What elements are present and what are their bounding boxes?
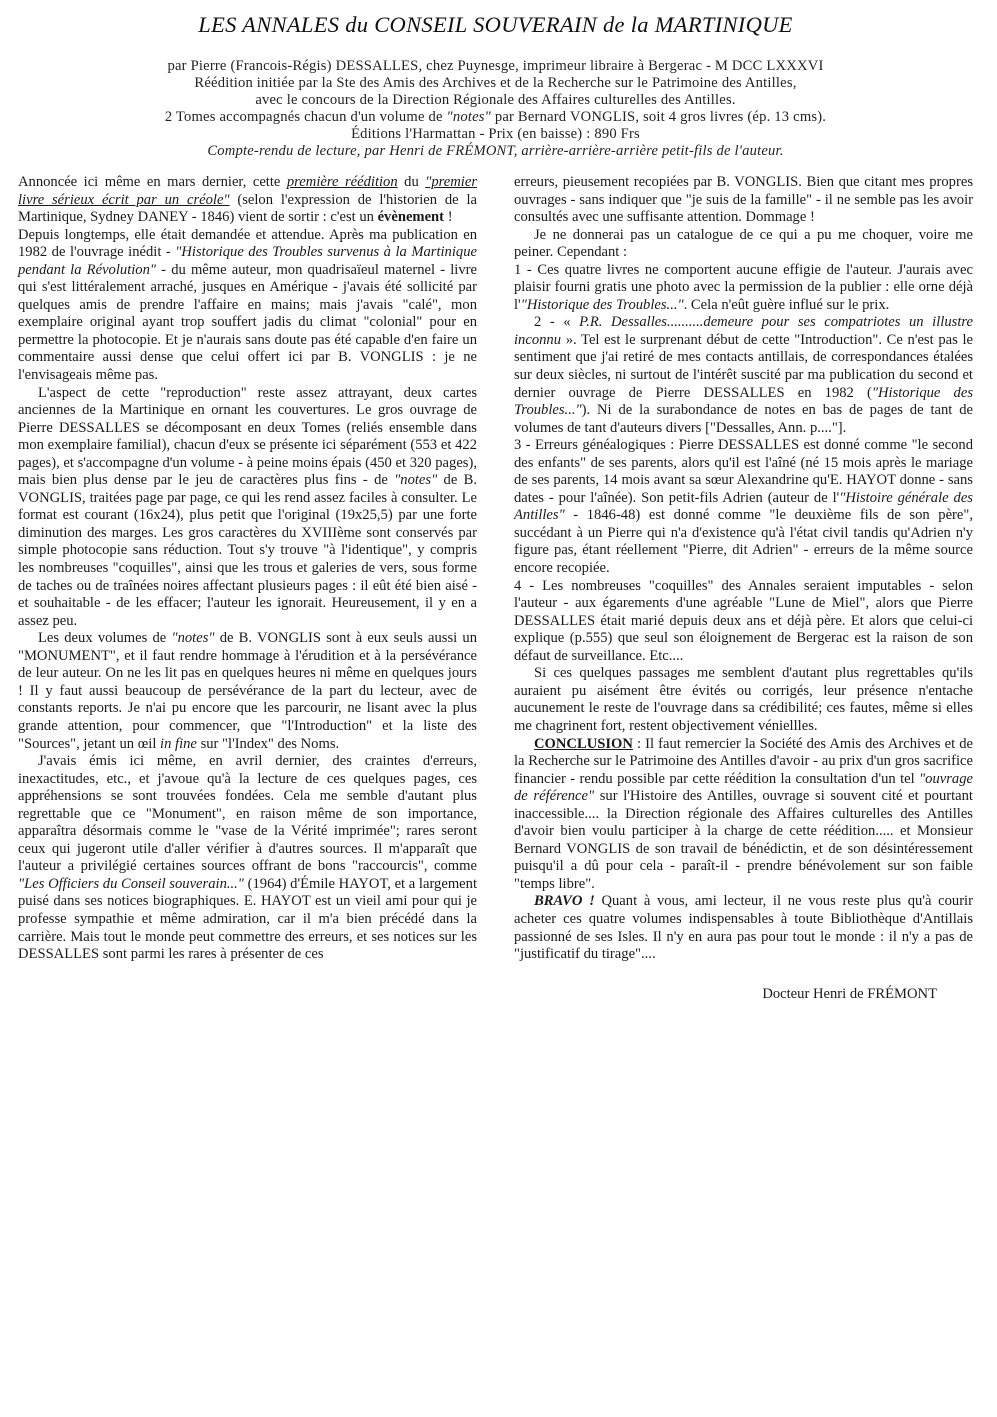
text: : Il faut remercier la Société des Amis des Archives et de la Recherche sur le Patrimoine des Antilles d'avoir - au prix d'un gros sacrifice financier - rendu possible par cette réédition la consultation d'un tel <box>514 735 973 787</box>
text: ). Ni de la surabondance de notes en bas de pages de tant de volumes de tant d'auteurs divers ["Dessalles, Ann. p...."]. <box>514 402 973 436</box>
header-editions-line: Éditions l'Harmattan - Prix (en baisse) : 890 Frs <box>351 126 640 142</box>
text: ! <box>444 209 453 226</box>
text: Quant à vous, ami lecteur, il ne vous reste plus qu'à courir acheter ces quatre volumes indispensables à toute Bibliothèque d'Antillais passionné de ses Isles. Il n'y en aura pas pour tout le monde : il n'y a pas de "justificatif du tirage".... <box>514 893 973 963</box>
text: 1 - Ces quatre livres ne comportent aucune effigie de l'auteur. J'aurais avec plaisir fourni gratis une photo avec la permission de la publier : elle orne déjà l' <box>514 261 973 313</box>
latin-phrase: in fine <box>160 735 197 752</box>
paragraph <box>18 174 477 227</box>
header-reedition-line: Réédition initiée par la Ste des Amis des Archives et de la Recherche sur le Patrimoine des Antilles, <box>194 75 797 91</box>
text: ». Tel est le surprenant début de cette "Introduction". Ce n'est pas le sentiment que j'ai retiré de mes contacts antillais, de correspondances étalées sur deux siècles, ni surtout de l'intérêt suscité par ma publication du second et dernier ouvrage de Pierre DESSALLES en 1982 ( <box>514 331 973 401</box>
article-title: LES ANNALES du CONSEIL SOUVERAIN de la MARTINIQUE <box>198 12 793 37</box>
paragraph: 4 - Les nombreuses "coquilles" des Annales seraient imputables - selon l'auteur - aux égarements d'une agréable "Lune de Miel", alors que Pierre DESSALLES était marié depuis deux ans et déjà père. Et alors que celui-ci explique (p.555) que seul son éloignement de Bergerac est la raison de son défaut de surveillance. Etc.... <box>514 577 973 664</box>
header-author-line: par Pierre (Francois-Régis) DESSALLES, chez Puynesge, imprimeur libraire à Bergerac - M DCC LXXXVI <box>167 58 824 74</box>
header-volumes-text-end: par Bernard VONGLIS, soit 4 gros livres (ép. 13 cms). <box>490 109 827 125</box>
text: . Cela n'eût guère influé sur le prix. <box>683 296 890 313</box>
text: 3 - Erreurs généalogiques : Pierre DESSALLES est donné comme "le second des enfants" de ses parents, alors qu'il est l'aîné (né 15 mois après le mariage de ses parents, 14 mois avant sa sœur Alexandrine qu'E. HAYOT donne - sans dates - pour l'aînée). Son petit-fils Adrien (auteur de l' <box>514 437 973 506</box>
text: Depuis longtemps, elle était demandée et attendue. Après ma publication en 1982 de l'ouvrage inédit - <box>18 226 477 261</box>
book-title: "Historique des Troubles..." <box>514 384 973 419</box>
bold-text: évènement <box>377 209 445 226</box>
paragraph <box>514 314 973 437</box>
notes-word: "notes" <box>171 630 215 647</box>
paragraph <box>18 753 477 964</box>
header-volumes-line <box>18 109 973 126</box>
text: (1964) d'Émile HAYOT, et a largement puisé dans ses notices biographiques. E. HAYOT est un vieil ami pour qui je professe sympathie et même admiration, car il m'a bien précédé dans la carrière. Mais tout le monde peut commettre des erreurs, et ses notices sur les DESSALLES sont parmi les rares à présenter de ces <box>18 875 478 963</box>
paragraph <box>18 630 477 753</box>
text: L'aspect de cette "reproduction" reste assez attrayant, deux cartes anciennes de la Martinique en ornant les couvertures. Le gros ouvrage de Pierre DESSALLES se décomposant en deux Tomes (reliés ensemble dans mon exemplaire familial), chacun d'eux se présente ici séparément (553 et 422 pages), et s'accompagne d'un volume - à peine moins épais (450 et 320 pages), mais bien plus dense par le jeu de caractères plus fins - de <box>18 384 477 489</box>
header-support-line: avec le concours de la Direction Régionale des Affaires culturelles des Antilles. <box>255 92 736 108</box>
text: 2 - « <box>534 314 580 331</box>
paragraph <box>18 227 477 385</box>
text: du <box>397 174 426 190</box>
paragraph <box>18 385 477 631</box>
book-title: "Histoire générale des Antilles" <box>514 489 973 524</box>
notes-word: "notes" <box>394 472 438 489</box>
emphasis-text: première réédition <box>286 174 398 190</box>
conclusion-heading: CONCLUSION <box>534 735 633 752</box>
text: Annoncée ici même en mars dernier, cette <box>18 174 287 190</box>
right-column <box>514 174 973 1003</box>
paragraph <box>514 437 973 577</box>
publication-header <box>18 58 973 160</box>
signature: Docteur Henri de FRÉMONT <box>762 985 937 1002</box>
text: - 1846-48) est donné comme "le deuxième fils de son père", succédant à un Pierre qui n'a d'existence qu'à l'état civil tandis qu'Adrien n'y figure pas, étant réellement "Pierre, dit Adrien" - erreurs de la même source encore recopiée. <box>514 507 973 577</box>
paragraph: Si ces quelques passages me semblent d'autant plus regrettables qu'ils auraient pu aisément être évités ou corrigés, leur présence n'entache aucunement le reste de l'ouvrage dans sa crédibilité; ces fautes, même si elles me chagrinent fort, restent objectivement véniellles. <box>514 665 973 734</box>
paragraph: erreurs, pieusement recopiées par B. VONGLIS. Bien que citant mes propres ouvrages - sans indiquer que "je suis de la famille" - il ne semble pas les avoir consultés avec une suffisante attention. Dommage ! <box>514 174 973 226</box>
book-title: "Historique des Troubles survenus à la Martinique pendant la Révolution" <box>18 244 477 278</box>
paragraph <box>514 893 973 963</box>
text: de B. VONGLIS, traitées page par page, ce qui les rend assez faciles à consulter. Le format est courant (16x24), plus petit que l'original (19x25,5) par une forte diminution des marges. Les gros caractères du XVIIIème sont conservés par simple photocopie sans réduction. Tout s'y trouve "à l'identique", y compris les nombreuses "coquilles", ainsi que les trous et galeries de vers, sous forme de taches ou de traînées noires affectant plusieurs pages : il eût été bien aisé - et souhaitable - de les effacer; l'auteur les ignorait. Heureusement, il y en a assez peu. <box>18 472 477 629</box>
book-title: "Historique des Troubles..." <box>520 296 684 313</box>
article-body <box>18 174 973 1003</box>
text: de B. VONGLIS sont à eux seuls aussi un "MONUMENT", et il faut rendre hommage à l'érudition et à la persévérance de leur auteur. On ne les lit pas en quelques heures ni même en quelques jours ! Il y faut aussi beaucoup de persévérance de la part du lecteur, avec de constants reports. Je n'ai pu encore que les parcourir, ne lisant avec la plus grande attention, pour commencer, que "l'Introduction" et la liste des "Sources", jetant un œil <box>18 630 477 752</box>
text: - du même auteur, mon quadrisaïeul maternel - livre qui s'est littéralement arraché, jusques en Amérique - j'avais été sollicité par quelques amis de prendre l'affaire en mains; mais j'avais "calé", mon exemplaire original ayant trop souffert jadis du climat "colonial" pour en permettre la photocopie. Et je n'aurais sans doute pas été capable d'en faire un commentaire aussi dense que celui offert ici par B. VONGLIS : je ne l'envisageais même pas. <box>18 261 477 384</box>
header-volumes-text: 2 Tomes accompagnés chacun d'un volume de <box>164 109 447 125</box>
bravo-text: BRAVO ! <box>534 893 595 910</box>
text: J'avais émis ici même, en avril dernier, des craintes d'erreurs, inexactitudes, etc., et j'avoue qu'à la lecture de ces quelques pages, ces appréhensions se sont trouvées fondées. Cela me semble d'autant plus regrettable que ce "Monument", en raison même de son importance, apparaîtra désormais comme le "vase de la Vérité imprimée"; rares seront ceux qui jugeront utile d'aller vérifier à d'autres sources. Il m'apparaît que l'auteur a privilégié certaines sources offrant de bons "raccourcis", comme <box>18 753 477 875</box>
header-review-line: Compte-rendu de lecture, par Henri de FRÉMONT, arrière-arrière-arrière petit-fils de l'auteur. <box>207 143 784 159</box>
paragraph <box>514 736 973 894</box>
paragraph: Je ne donnerai pas un catalogue de ce qui a pu me choquer, voire me peiner. Cependant : <box>514 226 973 261</box>
quote-text: P.R. Dessalles..........demeure pour ses compatriotes un illustre inconnu <box>514 314 973 348</box>
quote-text: "premier livre sérieux écrit par un créole" <box>18 174 478 208</box>
text: (selon l'expression de l'historien de la Martinique, Sydney DANEY - 1846) vient de sortir : c'est un <box>18 191 477 226</box>
text: sur l'Histoire des Antilles, ouvrage si souvent cité et pourtant inaccessible.... la Direction régionale des Affaires culturelles des Antilles d'avoir bien voulu participer à la charge de cette réédition..... et Monsieur Bernard VONGLIS de son travail de bénédictin, et de son désintéressement puisqu'il a dû pour cela - paraît-il - prendre bénévolement sur son faible "temps libre". <box>514 788 973 892</box>
header-notes-word: "notes" <box>446 109 491 125</box>
left-column <box>18 174 477 1003</box>
paragraph <box>514 262 973 315</box>
text: sur "l'Index" des Noms. <box>196 735 340 752</box>
book-title: "Les Officiers du Conseil souverain..." <box>18 875 244 892</box>
text: Les deux volumes de <box>38 630 172 647</box>
quote-text: "ouvrage de référence" <box>514 770 973 805</box>
